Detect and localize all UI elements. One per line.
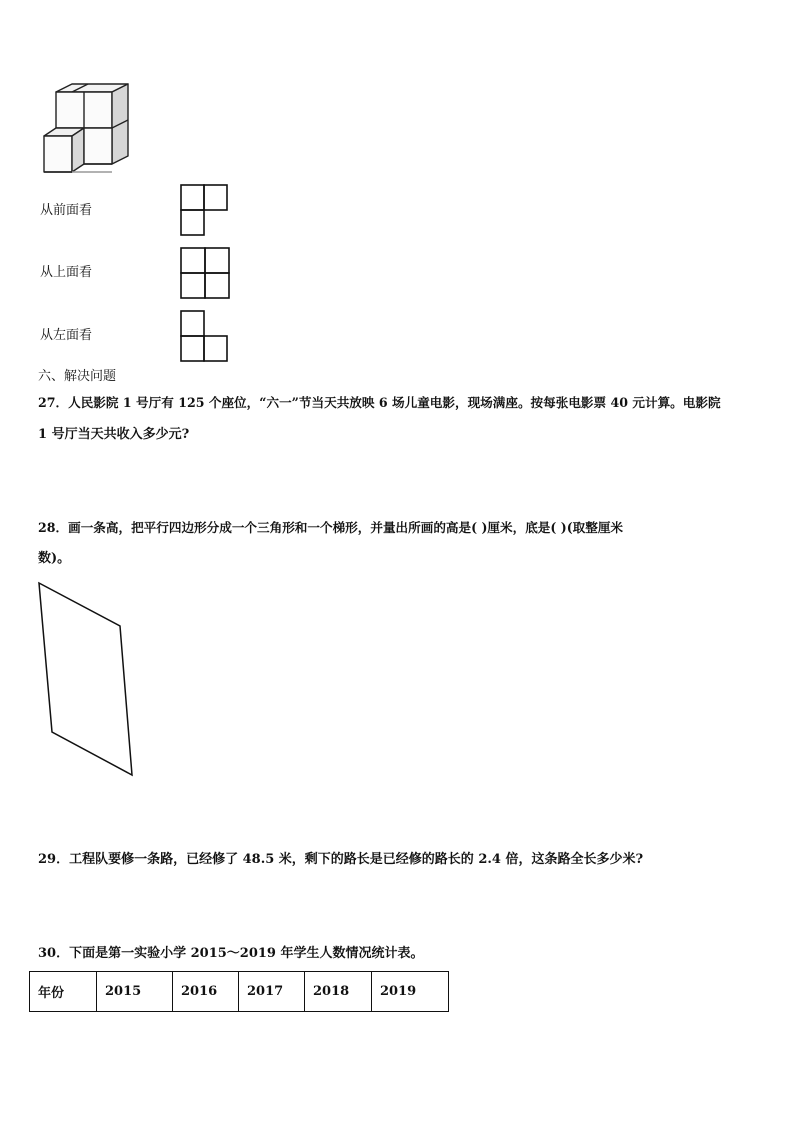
question-27-line1: 27．人民影院 1 号厅有 125 个座位，“六一”节当天共放映 6 场儿童电影，现场满座。按每张电影票 40 元计算。电影院	[38, 395, 721, 410]
table-cell-year: 2015	[97, 972, 173, 1012]
table-cell-year: 2019	[372, 972, 449, 1012]
left-view-grid	[180, 310, 228, 362]
question-28-line1: 28．画一条高，把平行四边形分成一个三角形和一个梯形，并量出所画的高是( )厘米，底是( )(取整厘米	[38, 520, 624, 535]
view-label-top: 从上面看	[40, 265, 93, 280]
table-header-year: 年份	[30, 972, 97, 1012]
cube-figure	[40, 82, 132, 177]
section-title: 六、解决问题	[38, 369, 117, 384]
table-cell-year: 2016	[173, 972, 239, 1012]
student-count-table	[29, 971, 449, 1012]
question-28-line2: 数)。	[38, 551, 71, 566]
top-view-grid	[180, 247, 230, 300]
table-cell-year: 2018	[305, 972, 372, 1012]
question-30-line1: 30．下面是第一实验小学 2015～2019 年学生人数情况统计表。	[38, 946, 424, 961]
front-view-grid	[180, 184, 228, 236]
parallelogram-figure	[36, 580, 136, 778]
question-27-line2: 1 号厅当天共收入多少元?	[38, 427, 190, 442]
table-cell-year: 2017	[239, 972, 305, 1012]
view-label-left: 从左面看	[40, 328, 93, 343]
question-29-line1: 29．工程队要修一条路，已经修了 48.5 米，剩下的路长是已经修的路长的 2.4 倍，这条路全长多少米?	[38, 852, 644, 867]
view-label-front: 从前面看	[40, 203, 93, 218]
table-row	[30, 972, 449, 1012]
